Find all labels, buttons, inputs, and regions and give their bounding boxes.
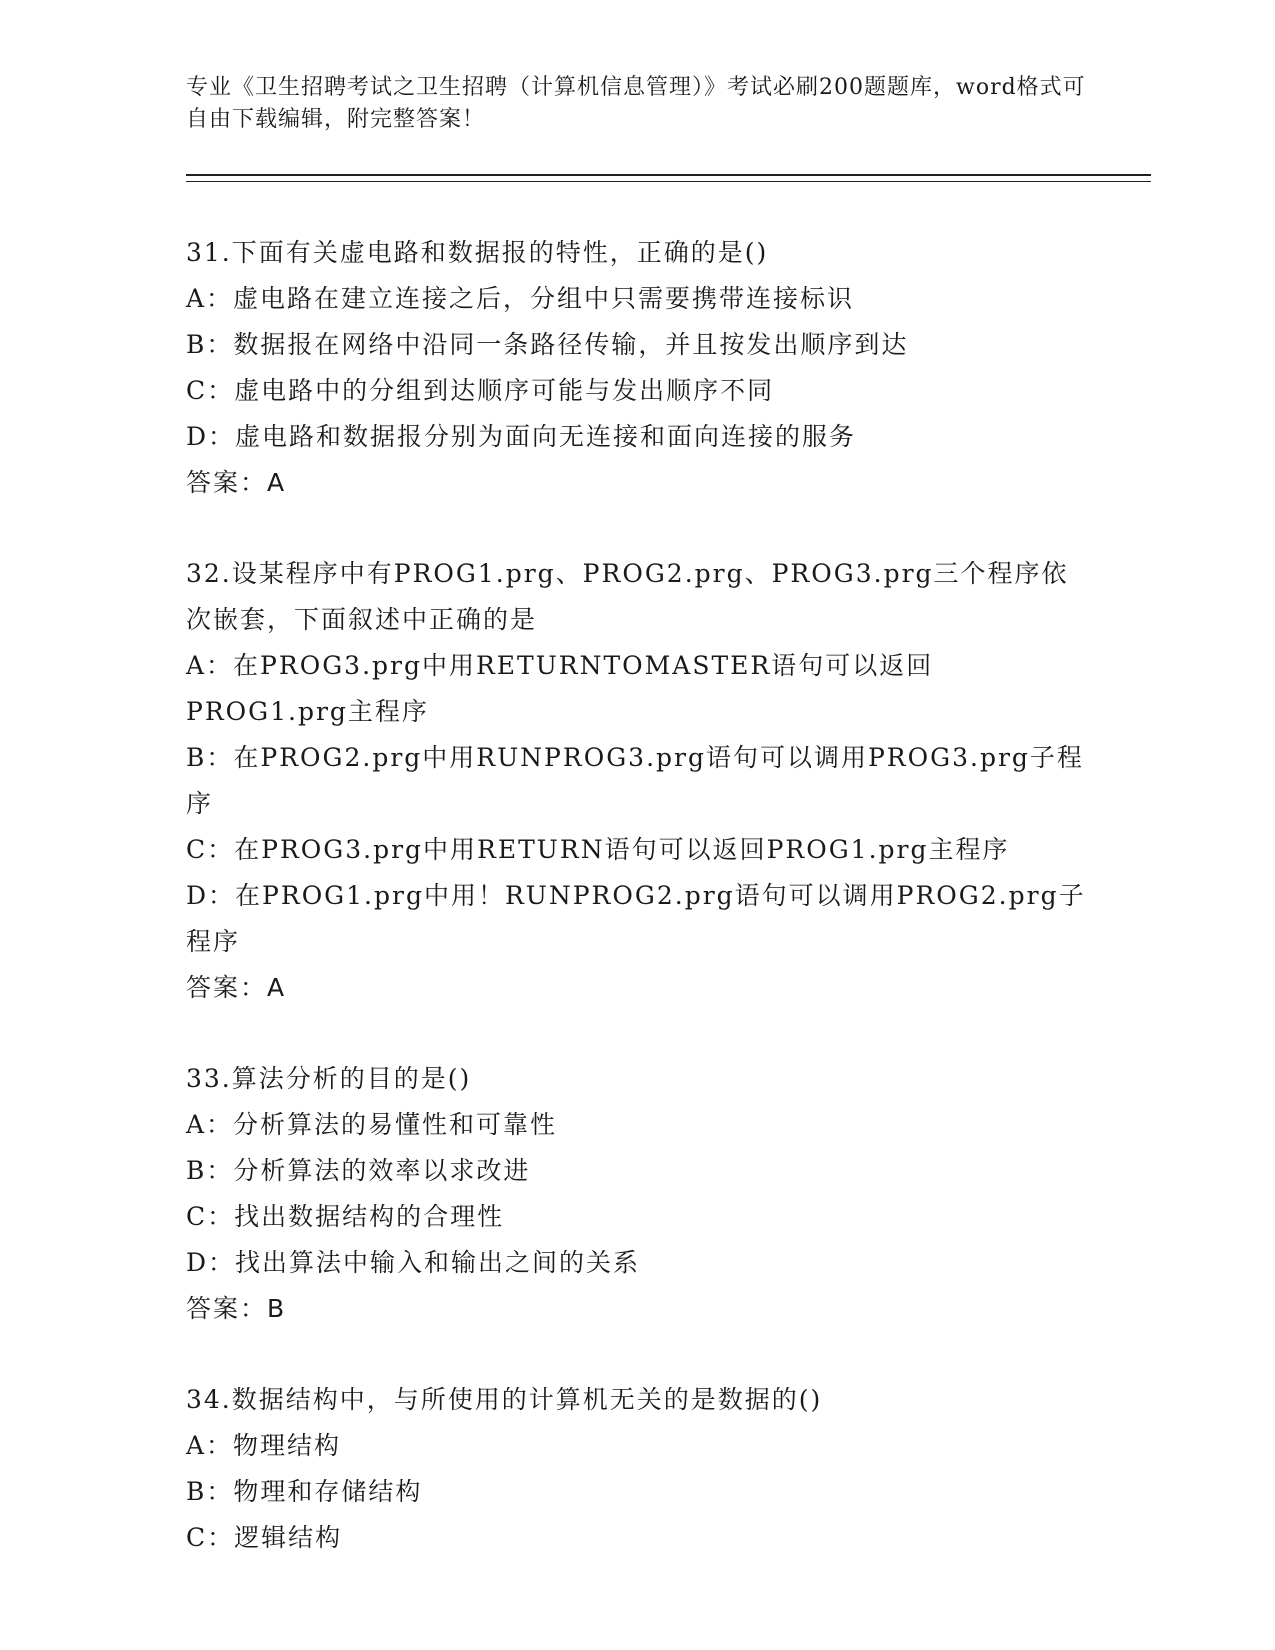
document-page [186,72,1151,1606]
header-divider [186,174,1151,182]
option-a: A：在PROG3.prg中用RETURNTOMASTER语句可以返回PROG1.prg主程序 [186,651,934,726]
question-stem: 34.数据结构中，与所使用的计算机无关的是数据的() [186,1385,823,1414]
option-d: D：在PROG1.prg中用！RUNPROG2.prg语句可以调用PROG2.prg子程序 [186,881,1086,956]
option-d: D：虚电路和数据报分别为面向无连接和面向连接的服务 [186,422,857,451]
option-a: A：虚电路在建立连接之后，分组中只需要携带连接标识 [186,284,855,313]
question-stem: 32.设某程序中有PROG1.prg、PROG2.prg、PROG3.prg三个程序依次嵌套，下面叙述中正确的是 [186,559,1069,634]
question-32 [186,551,1151,1011]
question-stem: 31.下面有关虚电路和数据报的特性，正确的是() [186,238,769,267]
option-b: B：分析算法的效率以求改进 [186,1156,531,1185]
answer: 答案：A [186,973,287,1002]
question-list [186,230,1151,1561]
option-a: A：物理结构 [186,1431,342,1460]
option-b: B：物理和存储结构 [186,1477,423,1506]
answer: 答案：B [186,1294,287,1323]
option-b: B：数据报在网络中沿同一条路径传输，并且按发出顺序到达 [186,330,909,359]
option-b: B：在PROG2.prg中用RUNPROG3.prg语句可以调用PROG3.prg子程序 [186,743,1084,818]
option-c: C：在PROG3.prg中用RETURN语句可以返回PROG1.prg主程序 [186,835,1010,864]
answer: 答案：A [186,468,287,497]
option-c: C：逻辑结构 [186,1523,343,1552]
option-a: A：分析算法的易懂性和可靠性 [186,1110,558,1139]
question-stem: 33.算法分析的目的是() [186,1064,472,1093]
question-31 [186,230,1151,506]
document-header: 专业《卫生招聘考试之卫生招聘（计算机信息管理）》考试必刷200题题库，word格式可自由下载编辑，附完整答案！ [186,75,1086,132]
option-c: C：找出数据结构的合理性 [186,1202,505,1231]
question-33 [186,1056,1151,1332]
option-d: D：找出算法中输入和输出之间的关系 [186,1248,641,1277]
option-c: C：虚电路中的分组到达顺序可能与发出顺序不同 [186,376,775,405]
question-34 [186,1377,1151,1561]
